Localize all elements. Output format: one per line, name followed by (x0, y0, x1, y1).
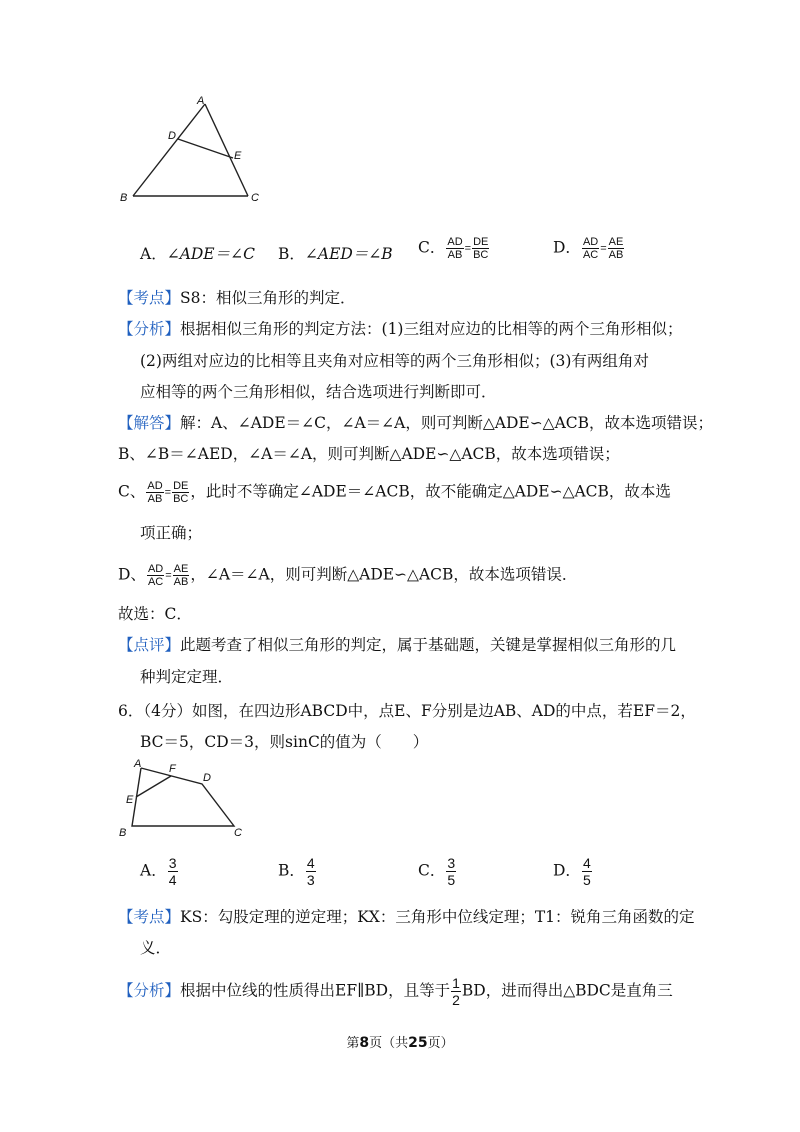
jieda-line-1: 【解答】解：A、∠ADE＝∠C，∠A＝∠A，则可判断△ADE∽△ACB，故本选项错误； (118, 414, 714, 432)
jieda-line-5: D、 $\frac{AD}{AC}$ = $\frac{AE}{AB}$ ，∠A＝∠A，则可判断△ADE∽△ACB，故本选项错误． (118, 563, 578, 588)
q6-kaodian-line-2: 义． (140, 939, 172, 957)
vertex-label-e: E (126, 794, 134, 806)
q6-option-a: A． $\frac{3}{4}$ (140, 855, 177, 888)
vertex-label-e: E (234, 150, 242, 162)
triangle-figure (115, 92, 265, 212)
q6-kaodian-line-1: 【考点】KS：勾股定理的逆定理；KX：三角形中位线定理；T1：锐角三角函数的定 (118, 908, 695, 926)
fenxi-line-1: 【分析】根据相似三角形的判定方法：(1)三组对应边的比相等的两个三角形相似； (118, 320, 683, 338)
q6-option-c: C． $\frac{3}{5}$ (418, 855, 456, 888)
q6-option-d: D． $\frac{4}{5}$ (553, 855, 591, 888)
q6-fenxi-line: 【分析】根据中位线的性质得出EF∥BD，且等于 $\frac{1}{2}$ BD，进而得出△BDC是直角三 (118, 975, 673, 1008)
kaodian-line: 【考点】S8：相似三角形的判定． (118, 289, 356, 307)
q6-option-b: B． $\frac{4}{3}$ (278, 855, 315, 888)
q6-stem-line-2: BC＝5，CD＝3，则sinC的值为（ ） (140, 733, 429, 751)
dianping-line-2: 种判定定理． (140, 668, 234, 686)
vertex-label-d: D (168, 130, 176, 142)
quadrilateral-figure (112, 756, 252, 842)
vertex-label-a: A (134, 758, 142, 770)
q5-option-c: C． $\frac{AD}{AB}$ = $\frac{DE}{BC}$ (418, 236, 489, 261)
vertex-label-b: B (120, 192, 128, 204)
jieda-line-4: 项正确； (140, 524, 203, 542)
vertex-label-f: F (169, 763, 176, 775)
dianping-line-1: 【点评】此题考查了相似三角形的判定，属于基础题，关键是掌握相似三角形的几 (118, 636, 677, 654)
page-footer: 第8页（共25页） (346, 1035, 454, 1051)
fenxi-line-3: 应相等的两个三角形相似，结合选项进行判断即可． (140, 383, 497, 401)
q5-option-a: A．∠ADE＝∠C (140, 245, 255, 263)
vertex-label-c: C (251, 192, 259, 204)
fenxi-line-2: (2)两组对应边的比相等且夹角对应相等的两个三角形相似；(3)有两组角对 (140, 352, 649, 370)
jieda-line-3: C、 $\frac{AD}{AB}$ = $\frac{DE}{BC}$ ，此时不等确定∠ADE＝∠ACB，故不能确定△ADE∽△ACB，故本选 (118, 480, 671, 505)
vertex-label-c: C (234, 827, 242, 839)
q6-stem-line-1: 6．（4分）如图，在四边形ABCD中，点E、F分别是边AB、AD的中点，若EF＝2， (118, 702, 696, 720)
answer-line: 故选：C． (118, 605, 192, 623)
q5-option-d: D． $\frac{AD}{AC}$ = $\frac{AE}{AB}$ (553, 236, 624, 261)
vertex-label-d: D (203, 772, 211, 784)
jieda-line-2: B、∠B＝∠AED，∠A＝∠A，则可判断△ADE∽△ACB，故本选项错误； (118, 445, 620, 463)
vertex-label-b: B (119, 827, 127, 839)
vertex-label-a: A (197, 95, 205, 107)
q5-option-b: B．∠AED＝∠B (278, 245, 393, 263)
